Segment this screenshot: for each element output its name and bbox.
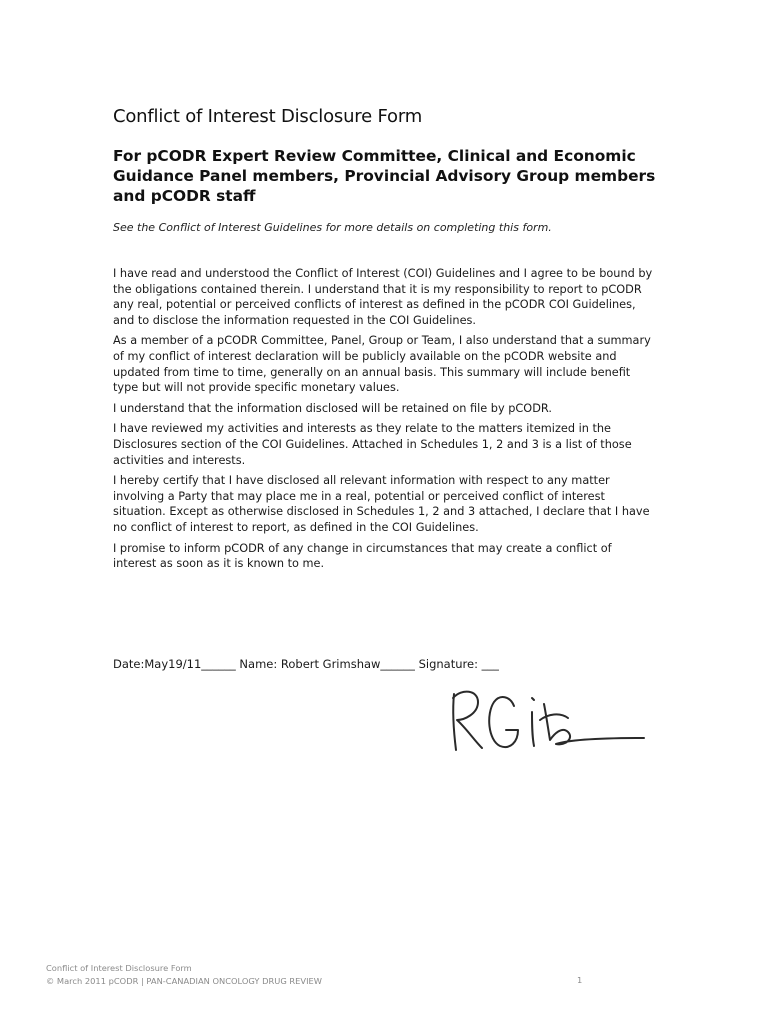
declaration-body	[113, 266, 658, 577]
footer-copyright: © March 2011 pCODR | PAN-CANADIAN ONCOLOGY DRUG REVIEW	[46, 976, 322, 986]
guidelines-note: See the Conflict of Interest Guidelines for more details on completing this form.	[113, 221, 552, 234]
paragraph-promise: I promise to inform pCODR of any change in circumstances that may create a conflict of interest as soon as it is known to me.	[113, 541, 612, 571]
paragraph-read-understood: I have read and understood the Conflict of Interest (COI) Guidelines and I agree to be bound by the obligations contained therein. I understand that it is my responsibility to report to pCODR any real, potential or perceived conflicts of interest as defined in the pCODR COI Guidelines, and to disclose the information requested in the COI Guidelines.	[113, 267, 653, 327]
date-name-signature-line: Date:May19/11______ Name: Robert Grimshaw______ Signature: ___	[113, 657, 499, 671]
paragraph-reviewed-activities: I have reviewed my activities and interests as they relate to the matters itemized in the Disclosures section of the COI Guidelines. Attached in Schedules 1, 2 and 3 is a list of those activities and interests.	[113, 422, 632, 467]
paragraph-public-summary: As a member of a pCODR Committee, Panel, Group or Team, I also understand that a summary of my conflict of interest declaration will be publicly available on the pCODR website and updated from time to time, generally on an annual basis. This summary will include benefit type but will not provide specific monetary values.	[113, 334, 651, 395]
page-footer	[46, 962, 606, 988]
paragraph-retained-on-file: I understand that the information disclosed will be retained on file by pCODR.	[113, 401, 552, 415]
paragraph-certify: I hereby certify that I have disclosed all relevant information with respect to any matter involving a Party that may place me in a real, potential or perceived conflict of interest situation. Except as otherwise disclosed in Schedules 1, 2 and 3 attached, I declare that I have no conflict of interest to report, as defined in the COI Guidelines.	[113, 474, 650, 534]
form-title: Conflict of Interest Disclosure Form	[113, 106, 423, 127]
page-number: 1	[577, 975, 583, 985]
form-subtitle: For pCODR Expert Review Committee, Clinical and Economic Guidance Panel members, Provincial Advisory Group members and pCODR staff	[113, 147, 656, 205]
handwritten-signature	[448, 684, 648, 756]
footer-form-name: Conflict of Interest Disclosure Form	[46, 963, 192, 973]
